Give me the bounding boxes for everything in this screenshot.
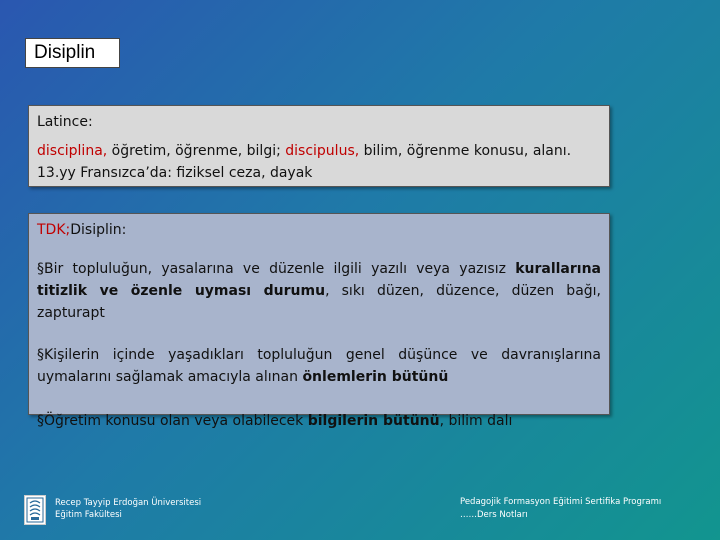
latin-term-disciplina: disciplina, bbox=[37, 143, 108, 159]
latin-line-1 bbox=[37, 140, 601, 162]
footer-university: Recep Tayyip Erdoğan Üniversitesi bbox=[55, 498, 202, 508]
tdk-item-2 bbox=[37, 344, 601, 388]
latin-meaning-1: öğretim, öğrenme, bilgi; bbox=[107, 143, 286, 159]
tdk-heading-text: Disiplin: bbox=[70, 222, 127, 238]
latin-heading: Latince: bbox=[37, 114, 93, 130]
tdk-item-2-bold: önlemlerin bütünü bbox=[302, 369, 449, 385]
latin-definition-box bbox=[28, 105, 610, 187]
tdk-item-1-text-2: , sıkı düzen, düzence, düzen bağı, zapturapt bbox=[37, 283, 601, 321]
tdk-item-1-bold: kurallarına titizlik ve özenle uyması durumu bbox=[37, 261, 601, 299]
tdk-item-3-bold: bilgilerin bütünü bbox=[307, 413, 440, 429]
tdk-item-3-text: §Öğretim konusu olan veya olabilecek bbox=[37, 413, 308, 429]
tdk-item-1 bbox=[37, 258, 601, 324]
tdk-item-2-text: §Kişilerin içinde yaşadıkları topluluğun genel düşünce ve davranışlarına uymalarını sağlamak amacıyla alınan bbox=[37, 347, 601, 385]
latin-line-2: 13.yy Fransızca’da: fiziksel ceza, dayak bbox=[37, 165, 313, 181]
footer-program-name: Pedagojik Formasyon Eğitimi Sertifika Programı bbox=[460, 497, 662, 507]
footer-course-notes: ……Ders Notları bbox=[460, 510, 528, 520]
footer-faculty: Eğitim Fakültesi bbox=[55, 510, 122, 520]
university-logo-icon bbox=[24, 495, 46, 525]
footer-institution bbox=[55, 497, 201, 521]
tdk-heading bbox=[37, 220, 601, 240]
latin-term-discipulus: discipulus, bbox=[285, 143, 360, 159]
tdk-item-1-text: §Bir topluluğun, yasalarına ve düzenle ilgili yazılı veya yazısız bbox=[37, 261, 516, 277]
slide-title: Disiplin bbox=[25, 38, 120, 68]
tdk-item-3-text-2: , bilim dalı bbox=[439, 413, 513, 429]
tdk-definition-box bbox=[28, 213, 610, 429]
tdk-item-3 bbox=[37, 410, 601, 432]
footer-program bbox=[460, 496, 661, 522]
latin-meaning-2: bilim, öğrenme konusu, alanı. bbox=[359, 143, 572, 159]
tdk-label: TDK; bbox=[37, 222, 71, 238]
